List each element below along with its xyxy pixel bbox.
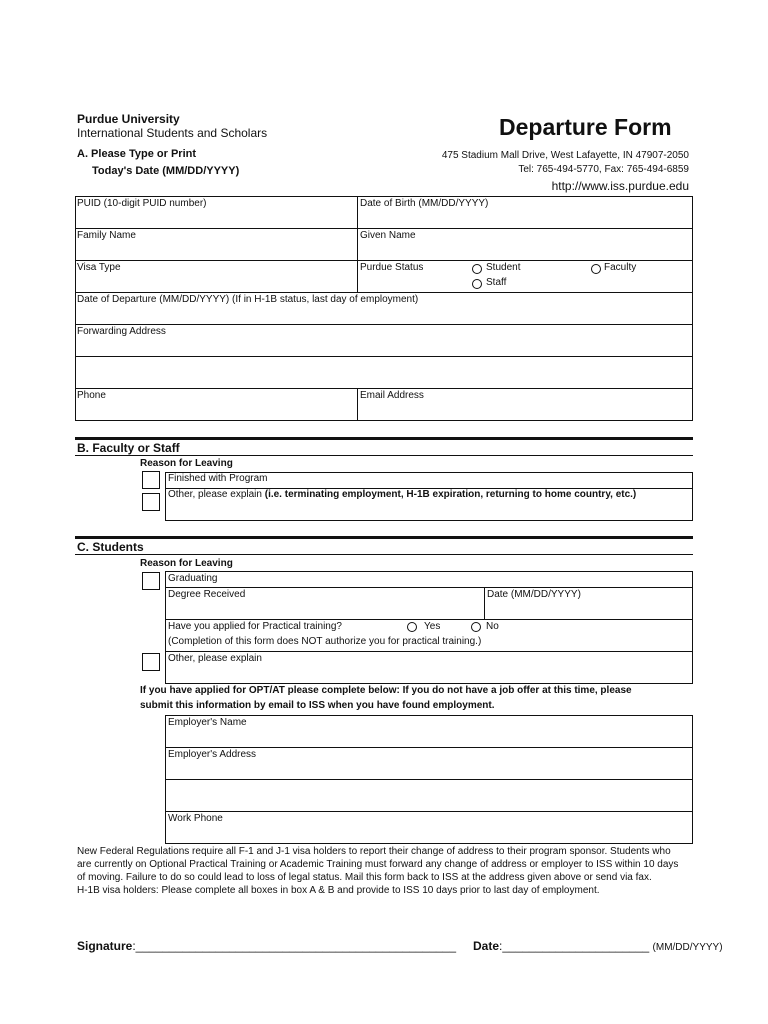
departure-date-field[interactable]: Date of Departure (MM/DD/YYYY) (If in H-1B status, last day of employment): [77, 294, 419, 305]
email-field[interactable]: Email Address: [360, 390, 424, 401]
work-phone-field[interactable]: Work Phone: [168, 813, 223, 824]
status-faculty-label: Faculty: [604, 262, 637, 273]
practical-no-radio[interactable]: [471, 622, 481, 632]
purdue-status-label: Purdue Status: [360, 262, 424, 273]
signature-label: Signature: [77, 939, 133, 953]
section-c-heading: C. Students: [77, 540, 144, 554]
practical-no-label: No: [486, 621, 499, 632]
signature-field[interactable]: [77, 939, 456, 953]
status-faculty-radio[interactable]: [591, 264, 601, 274]
graduating-label: Graduating: [168, 573, 218, 584]
practical-training-question: Have you applied for Practical training?: [168, 621, 342, 632]
status-staff-radio[interactable]: [472, 279, 482, 289]
signature-date-format: (MM/DD/YYYY): [652, 942, 723, 953]
practical-yes-radio[interactable]: [407, 622, 417, 632]
status-student-radio[interactable]: [472, 264, 482, 274]
forwarding-address-field[interactable]: Forwarding Address: [77, 326, 166, 337]
visa-type-field[interactable]: Visa Type: [77, 262, 121, 273]
employer-address-line-2[interactable]: [166, 780, 692, 810]
office-url[interactable]: http://www.iss.purdue.edu: [551, 179, 689, 193]
employer-name-field[interactable]: Employer's Name: [168, 717, 247, 728]
forwarding-address-line-2[interactable]: [76, 357, 692, 387]
office-tel-fax: Tel: 765-494-5770, Fax: 765-494-6859: [518, 164, 689, 175]
signature-date-label: Date: [473, 939, 500, 953]
given-name-field[interactable]: Given Name: [360, 230, 416, 241]
other-reason-b-examples: (i.e. terminating employment, H-1B expiration, returning to home country, etc.): [264, 489, 637, 500]
signature-line: :________________________________________________: [132, 939, 457, 953]
section-b-reason-label: Reason for Leaving: [140, 458, 233, 469]
practical-disclaimer: (Completion of this form does NOT authorize you for practical training.): [168, 636, 482, 647]
dob-field[interactable]: Date of Birth (MM/DD/YYYY): [360, 198, 489, 209]
status-student-label: Student: [486, 262, 521, 273]
opt-instructions-line-2: submit this information by email to ISS when you have found employment.: [140, 700, 495, 711]
graduating-checkbox[interactable]: [142, 572, 160, 590]
degree-date-field[interactable]: Date (MM/DD/YYYY): [487, 589, 581, 600]
section-b-divider: [75, 437, 693, 440]
office-name: International Students and Scholars: [77, 126, 268, 140]
todays-date-label: Today's Date (MM/DD/YYYY): [92, 165, 240, 177]
other-reason-b-checkbox[interactable]: [142, 493, 160, 511]
section-a-heading: A. Please Type or Print: [77, 148, 197, 160]
other-reason-b-field[interactable]: [168, 489, 636, 501]
signature-date-line: :______________________: [499, 939, 650, 953]
status-staff-label: Staff: [486, 277, 507, 288]
notice-line-2: are currently on Optional Practical Training or Academic Training must forward any change of address or employer to ISS within 10 days: [77, 859, 679, 870]
employer-address-field[interactable]: Employer's Address: [168, 749, 257, 760]
degree-received-field[interactable]: Degree Received: [168, 589, 246, 600]
notice-line-4: H-1B visa holders: Please complete all boxes in box A & B and provide to ISS 10 days prior to last day of employment.: [77, 885, 600, 896]
practical-yes-label: Yes: [424, 621, 441, 632]
finished-program-label: Finished with Program: [168, 473, 268, 484]
notice-line-1: New Federal Regulations require all F-1 and J-1 visa holders to report their change of address to their program sponsor. Students who: [77, 846, 671, 857]
form-title: Departure Form: [499, 114, 672, 140]
other-reason-c-checkbox[interactable]: [142, 653, 160, 671]
finished-program-checkbox[interactable]: [142, 471, 160, 489]
family-name-field[interactable]: Family Name: [77, 230, 136, 241]
section-c-reason-label: Reason for Leaving: [140, 558, 233, 569]
office-address: 475 Stadium Mall Drive, West Lafayette, IN 47907-2050: [441, 150, 689, 161]
section-c-divider: [75, 536, 693, 539]
other-reason-b-label: Other, please explain: [168, 489, 265, 500]
opt-instructions-line-1: If you have applied for OPT/AT please complete below: If you do not have a job offer at this time, please: [140, 685, 632, 696]
other-reason-c-field[interactable]: Other, please explain: [168, 653, 262, 664]
phone-field[interactable]: Phone: [77, 390, 106, 401]
signature-date-field[interactable]: [473, 939, 723, 953]
university-name: Purdue University: [77, 112, 180, 126]
notice-line-3: of moving. Failure to do so could lead to loss of legal status. Mail this form back to ISS at the address given above or send via fax.: [77, 872, 652, 883]
section-b-heading: B. Faculty or Staff: [77, 441, 180, 455]
puid-field[interactable]: PUID (10-digit PUID number): [77, 198, 207, 209]
